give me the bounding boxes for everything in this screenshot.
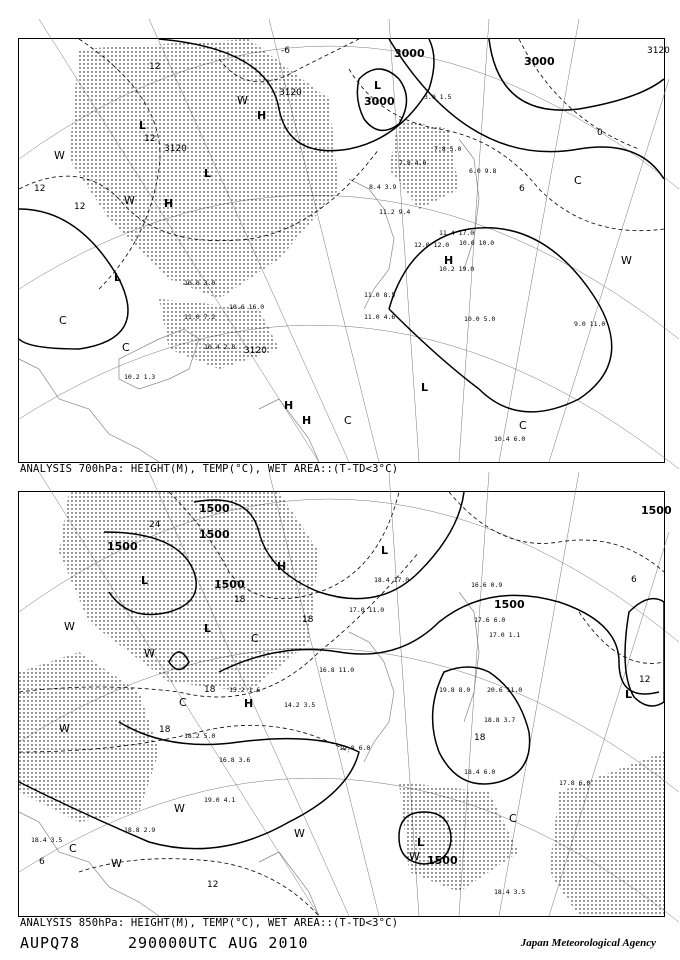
cold-symbol: C — [59, 314, 67, 327]
low-symbol: L — [114, 271, 122, 284]
station-obs: 18.2 5.0 — [184, 732, 216, 740]
station-obs: 10.4 2.8 — [204, 343, 236, 351]
warm-symbol: W — [144, 647, 155, 660]
height-label: 3120 — [244, 346, 267, 356]
valid-time: 290000UTC AUG 2010 — [128, 934, 309, 952]
high-symbol: H — [277, 560, 287, 573]
height-label: 3000 — [364, 95, 395, 108]
cold-symbol: C — [509, 812, 517, 825]
station-obs: 16.8 3.6 — [219, 756, 251, 764]
map-700hpa — [19, 39, 670, 462]
temp-label: 12 — [144, 134, 156, 144]
map-panel-850hpa — [18, 491, 672, 917]
temp-label: 6 — [519, 184, 525, 194]
station-obs: 3.0 1.5 — [424, 93, 452, 101]
height-label: 3120 — [647, 46, 670, 56]
low-symbol: L — [417, 836, 425, 849]
low-symbol: L — [625, 688, 633, 701]
station-obs: 19.8 6.0 — [339, 744, 371, 752]
cold-symbol: C — [179, 696, 187, 709]
height-label: 3120 — [279, 88, 302, 98]
cold-symbol: C — [251, 632, 259, 645]
station-obs: 19.8 8.0 — [439, 686, 471, 694]
temp-label: 18 — [474, 733, 486, 743]
height-label: 1500 — [214, 578, 245, 591]
low-symbol: L — [381, 544, 389, 557]
station-obs: 10.4 6.0 — [494, 435, 526, 443]
temp-label: 0 — [597, 128, 603, 138]
height-label: 3000 — [394, 47, 425, 60]
station-obs: 10.2 19.0 — [439, 265, 475, 273]
warm-symbol: W — [621, 254, 632, 267]
high-symbol: H — [164, 197, 174, 210]
height-label: 1500 — [427, 854, 458, 867]
cold-symbol: C — [344, 414, 352, 427]
height-label: 1500 — [494, 598, 525, 611]
low-symbol: L — [374, 79, 382, 92]
station-obs: 11.0 7.2 — [184, 313, 216, 321]
temp-label: 6 — [631, 575, 637, 585]
height-label: 3000 — [524, 55, 555, 68]
station-obs: 10.0 5.0 — [464, 315, 496, 323]
low-symbol: L — [421, 381, 429, 394]
temp-label: 12 — [639, 675, 651, 685]
high-symbol: H — [257, 109, 267, 122]
station-obs: 18.4 3.5 — [494, 888, 526, 896]
height-label: 1500 — [199, 528, 230, 541]
temp-label: 6 — [39, 857, 45, 867]
low-symbol: L — [204, 167, 212, 180]
cold-symbol: C — [69, 842, 77, 855]
high-symbol: H — [302, 414, 312, 427]
cold-symbol: C — [519, 419, 527, 432]
warm-symbol: W — [64, 620, 75, 633]
warm-symbol: W — [124, 194, 135, 207]
high-symbol: H — [244, 697, 254, 710]
station-obs: 11.0 4.6 — [364, 313, 396, 321]
map-panel-700hpa — [18, 38, 670, 463]
station-obs: 11.0 8.5 — [364, 291, 396, 299]
temp-label: 12 — [149, 62, 161, 72]
station-obs: 10.0 10.0 — [459, 239, 495, 247]
station-obs: 20.6 11.0 — [487, 686, 523, 694]
low-symbol: L — [139, 119, 147, 132]
warm-symbol: W — [409, 850, 420, 863]
station-obs: 10.2 1.3 — [124, 373, 156, 381]
warm-symbol: W — [237, 94, 248, 107]
high-symbol: H — [284, 399, 294, 412]
low-symbol: L — [204, 622, 212, 635]
station-obs: 10.6 16.0 — [229, 303, 265, 311]
station-obs: 10.0 3.0 — [184, 279, 216, 287]
warm-symbol: W — [111, 857, 122, 870]
wet-areas — [19, 492, 664, 916]
warm-symbol: W — [59, 722, 70, 735]
station-obs: 18.4 6.0 — [464, 768, 496, 776]
station-obs: 18.4 17.0 — [374, 576, 410, 584]
station-obs: 16.6 0.9 — [471, 581, 503, 589]
chart-code: AUPQ78 — [20, 934, 81, 952]
station-obs: 9.0 11.0 — [574, 320, 606, 328]
station-obs: 16.8 11.0 — [319, 666, 355, 674]
station-obs: 11.4 17.0 — [439, 229, 475, 237]
temp-label: 18 — [159, 725, 171, 735]
temp-label: -6 — [281, 46, 290, 56]
cold-symbol: C — [122, 341, 130, 354]
warm-symbol: W — [294, 827, 305, 840]
high-symbol: H — [444, 254, 454, 267]
station-obs: 19.0 4.1 — [204, 796, 236, 804]
temp-label: 18 — [204, 685, 216, 695]
station-obs: 14.2 3.5 — [284, 701, 316, 709]
warm-symbol: W — [174, 802, 185, 815]
height-label: 1500 — [107, 540, 138, 553]
station-obs: 18.8 2.9 — [124, 826, 156, 834]
caption-850hpa: ANALYSIS 850hPa: HEIGHT(M), TEMP(°C), WET AREA::(T-TD<3°C) — [20, 917, 399, 929]
station-obs: 11.2 9.4 — [379, 208, 411, 216]
station-obs: 8.4 3.9 — [369, 183, 397, 191]
agency-name: Japan Meteorological Agency — [520, 937, 656, 949]
station-obs: 17.0 11.0 — [349, 606, 385, 614]
height-label: 1500 — [641, 504, 672, 517]
station-obs: 7.8 5.0 — [434, 145, 462, 153]
station-obs: 17.6 6.0 — [474, 616, 506, 624]
temp-label: 18 — [302, 615, 314, 625]
caption-700hpa: ANALYSIS 700hPa: HEIGHT(M), TEMP(°C), WET AREA::(T-TD<3°C) — [20, 463, 399, 475]
height-label: 3120 — [164, 144, 187, 154]
temp-label: 12 — [34, 184, 46, 194]
temp-label: 24 — [149, 520, 161, 530]
map-850hpa — [19, 492, 672, 916]
station-obs: 12.0 12.0 — [414, 241, 450, 249]
station-obs: 6.0 9.8 — [469, 167, 497, 175]
station-obs: 15.2 1.6 — [229, 686, 261, 694]
temp-label: 12 — [207, 880, 219, 890]
height-label: 1500 — [199, 502, 230, 515]
station-obs: 7.8 4.0 — [399, 159, 427, 167]
station-obs: 17.8 6.0 — [559, 779, 591, 787]
station-obs: 17.0 1.1 — [489, 631, 521, 639]
warm-symbol: W — [54, 149, 65, 162]
station-obs: 18.8 3.7 — [484, 716, 516, 724]
low-symbol: L — [141, 574, 149, 587]
temp-label: 12 — [74, 202, 86, 212]
cold-symbol: C — [574, 174, 582, 187]
station-obs: 18.4 3.5 — [31, 836, 63, 844]
temp-label: 18 — [234, 595, 246, 605]
